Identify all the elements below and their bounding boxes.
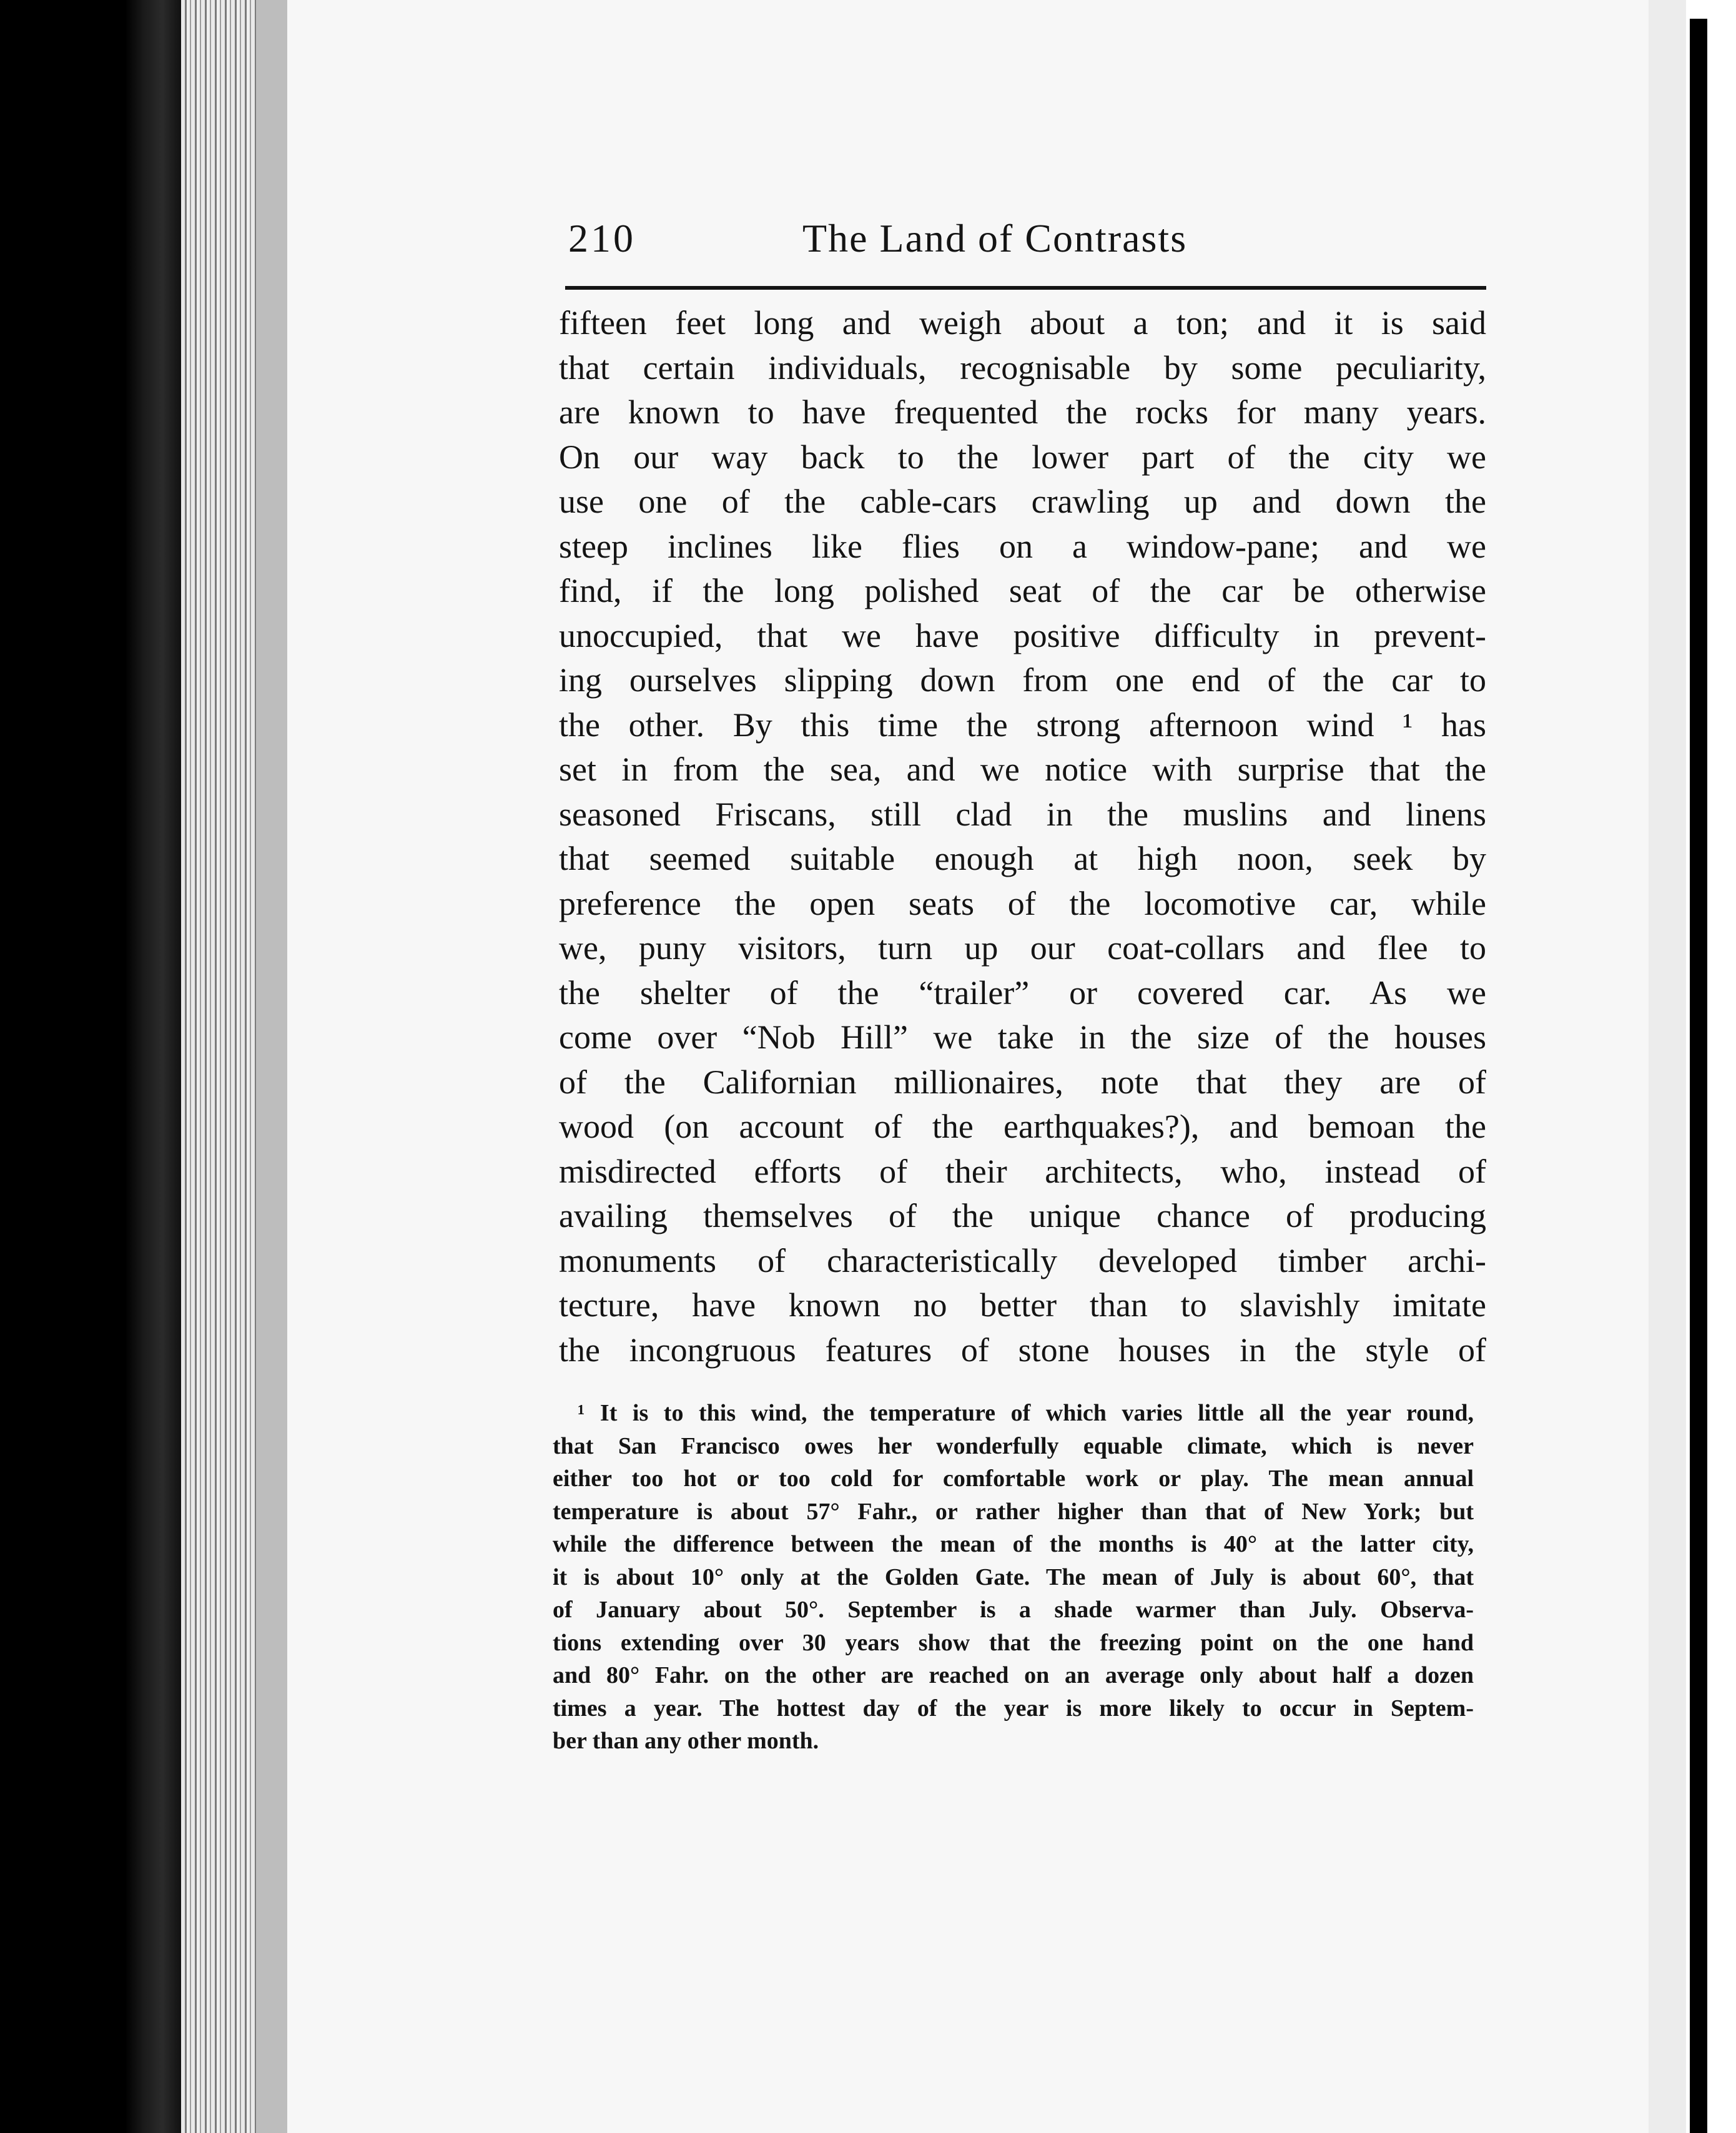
footnote-line: temperature is about 57° Fahr., or rather higher than that of New York; but [553, 1498, 1474, 1525]
running-title: The Land of Contrasts [802, 216, 1188, 260]
body-text [559, 301, 1486, 1372]
body-line: the shelter of the “trailer” or covered car. As we [559, 973, 1486, 1012]
body-line: set in from the sea, and we notice with surprise that the [559, 751, 1486, 788]
body-line: misdirected efforts of their architects, who, instead of [559, 1152, 1486, 1190]
footnote-line: tions extending over 30 years show that the freezing point on the one hand [553, 1629, 1474, 1656]
body-line: steep inclines like flies on a window-pane; and we [559, 527, 1486, 565]
footnote-line: while the difference between the mean of the months is 40° at the latter city, [553, 1531, 1474, 1557]
footnote-line: either too hot or too cold for comfortable work or play. The mean annual [553, 1466, 1474, 1492]
footnote-line: that San Francisco owes her wonderfully equable climate, which is never [553, 1432, 1474, 1459]
body-line: preference the open seats of the locomotive car, while [559, 884, 1486, 922]
body-line: use one of the cable-cars crawling up and down the [559, 483, 1486, 520]
scan-right-border [1690, 19, 1707, 2133]
body-line: the incongruous features of stone houses in the style of [559, 1331, 1486, 1369]
body-line: find, if the long polished seat of the car be otherwise [559, 572, 1486, 609]
footnote [553, 1397, 1474, 1758]
body-line: ing ourselves slipping down from one end of the car to [559, 661, 1486, 699]
body-line: monuments of characteristically developed timber archi- [559, 1241, 1486, 1279]
body-line: that seemed suitable enough at high noon, seek by [559, 840, 1486, 877]
page-edges-inner [256, 0, 287, 2133]
body-line: we, puny visitors, turn up our coat-collars and flee to [559, 929, 1486, 967]
body-line: wood (on account of the earthquakes?), and bemoan the [559, 1108, 1486, 1145]
body-line: are known to have frequented the rocks for many years. [559, 393, 1486, 431]
body-line: On our way back to the lower part of the city we [559, 438, 1486, 476]
body-line: availing themselves of the unique chance of producing [559, 1197, 1486, 1234]
body-line: come over “Nob Hill” we take in the size of the houses [559, 1018, 1486, 1056]
footnote-line: of January about 50°. September is a shade warmer than July. Observa- [553, 1597, 1474, 1623]
footnote-line: ber than any other month. [553, 1728, 819, 1754]
body-line: seasoned Friscans, still clad in the muslins and linens [559, 795, 1486, 833]
page-number: 210 [568, 216, 636, 260]
body-line: that certain individuals, recognisable by some peculiarity, [559, 348, 1486, 387]
page-right-margin [1649, 0, 1690, 2133]
page-edges-stack [181, 0, 256, 2133]
running-head [568, 215, 1486, 265]
header-rule [565, 286, 1486, 290]
body-line: of the Californian millionaires, note that they are of [559, 1063, 1486, 1101]
footnote-line: it is about 10° only at the Golden Gate. The mean of July is about 60°, that [553, 1564, 1474, 1590]
body-line: fifteen feet long and weigh about a ton; and it is said [559, 304, 1486, 342]
footnote-line: times a year. The hottest day of the year is more likely to occur in Septem- [553, 1695, 1474, 1722]
book-gutter-shadow [0, 0, 181, 2133]
body-line: tecture, have known no better than to slavishly imitate [559, 1286, 1486, 1324]
footnote-line: and 80° Fahr. on the other are reached on an average only about half a dozen [553, 1662, 1474, 1688]
body-line: the other. By this time the strong afternoon wind ¹ has [559, 706, 1486, 744]
body-line: unoccupied, that we have positive difficulty in prevent- [559, 616, 1486, 654]
footnote-line: ¹ It is to this wind, the temperature of which varies little all the year round, [578, 1400, 1474, 1426]
